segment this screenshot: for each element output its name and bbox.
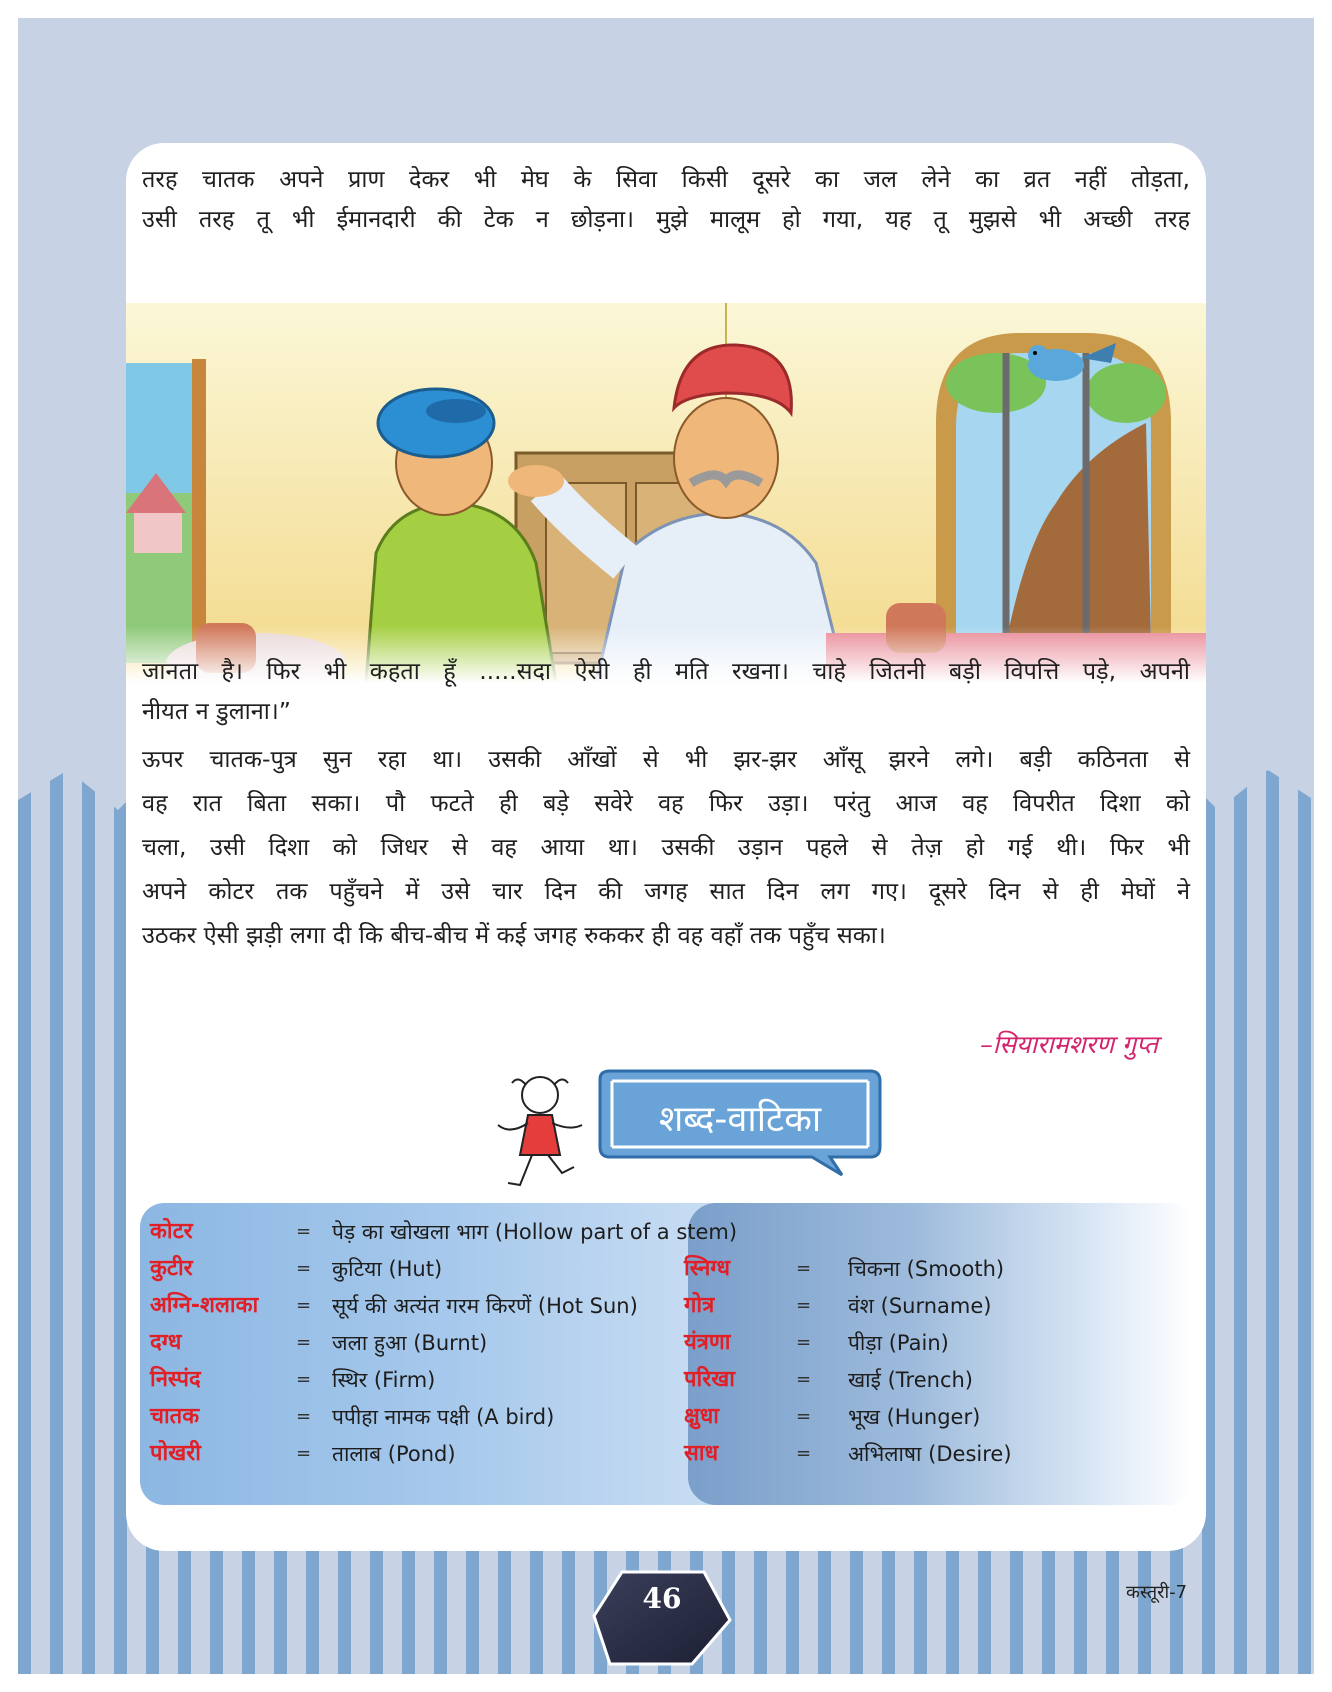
vocab-equals: = xyxy=(296,1221,312,1242)
paragraph-line: अपने कोटर तक पहुँचने में उसे चार दिन की जगह सात दिन लग गए। दूसरे दिन से ही मेघों ने xyxy=(142,877,1190,905)
vocab-row xyxy=(150,1435,670,1473)
vocab-equals: = xyxy=(296,1406,312,1427)
vocab-row xyxy=(150,1324,670,1362)
paragraph-line: नीयत न डुलाना।” xyxy=(142,697,291,725)
vocab-row xyxy=(684,1250,1192,1288)
illustration-scene xyxy=(126,303,1206,683)
paragraph-line: तरह चातक अपने प्राण देकर भी मेघ के सिवा किसी दूसरे का जल लेने का व्रत नहीं तोड़ता, xyxy=(142,165,1190,193)
vocab-row xyxy=(150,1250,670,1288)
vocab-equals: = xyxy=(796,1406,812,1427)
section-badge xyxy=(490,1055,910,1195)
paragraph-line: वह रात बिता सका। पौ फटते ही बड़े सवेरे वह फिर उड़ा। परंतु आज वह विपरीत दिशा को xyxy=(142,789,1190,817)
vocab-term: साध xyxy=(684,1441,719,1466)
vocab-meaning: अभिलाषा (Desire) xyxy=(848,1442,1012,1466)
section-title: शब्द-वाटिका xyxy=(658,1099,822,1140)
vocab-term: क्षुधा xyxy=(684,1404,720,1429)
vocab-meaning: सूर्य की अत्यंत गरम किरणें (Hot Sun) xyxy=(332,1294,638,1318)
vocab-term: गोत्र xyxy=(684,1293,715,1318)
vocab-meaning: स्थिर (Firm) xyxy=(332,1368,436,1392)
book-title: कस्तूरी-7 xyxy=(1126,1582,1188,1603)
author-credit: –सियारामशरण गुप्त xyxy=(980,1030,1158,1059)
vocab-row xyxy=(684,1435,1192,1473)
vocab-term: पोखरी xyxy=(150,1441,201,1466)
vocab-meaning: कुटिया (Hut) xyxy=(332,1257,443,1281)
vocab-row xyxy=(684,1398,1192,1436)
vocab-equals: = xyxy=(796,1369,812,1390)
vocabulary-box xyxy=(140,1203,1192,1505)
paragraph-line: उठकर ऐसी झड़ी लगा दी कि बीच-बीच में कई जगह रुककर ही वह वहाँ तक पहुँच सका। xyxy=(142,921,886,949)
vocab-meaning: भूख (Hunger) xyxy=(848,1405,981,1429)
vocab-equals: = xyxy=(296,1295,312,1316)
vocab-term: कोटर xyxy=(150,1219,193,1244)
vocab-equals: = xyxy=(296,1258,312,1279)
vocab-term: कुटीर xyxy=(150,1256,193,1281)
vocab-meaning: पपीहा नामक पक्षी (A bird) xyxy=(332,1405,555,1429)
vocab-row xyxy=(150,1287,670,1325)
vocab-meaning: तालाब (Pond) xyxy=(332,1442,456,1466)
vocab-term: परिखा xyxy=(684,1367,735,1392)
vocab-term: दग्ध xyxy=(150,1330,182,1355)
vocab-equals: = xyxy=(796,1332,812,1353)
vocab-meaning: वंश (Surname) xyxy=(848,1294,992,1318)
vocab-equals: = xyxy=(796,1295,812,1316)
vocab-meaning: जला हुआ (Burnt) xyxy=(332,1331,488,1355)
vocab-equals: = xyxy=(296,1332,312,1353)
paragraph-line: चला, उसी दिशा को जिधर से वह आया था। उसकी उड़ान पहले से तेज़ हो गई थी। फिर भी xyxy=(142,833,1190,861)
vocab-row xyxy=(684,1324,1192,1362)
page-number-badge xyxy=(592,1568,732,1668)
vocab-row xyxy=(150,1398,670,1436)
vocab-equals: = xyxy=(296,1443,312,1464)
vocab-meaning: खाई (Trench) xyxy=(848,1368,973,1392)
vocab-term: निस्पंद xyxy=(150,1367,201,1392)
vocab-equals: = xyxy=(296,1369,312,1390)
vocab-row xyxy=(150,1361,670,1399)
vocab-meaning: चिकना (Smooth) xyxy=(848,1257,1005,1281)
vocab-equals: = xyxy=(796,1443,812,1464)
vocab-row xyxy=(684,1361,1192,1399)
paragraph-line: जानता है। फिर भी कहता हूँ .....सदा ऐसी ही मति रखना। चाहे जितनी बड़ी विपत्ति पड़े, अपनी xyxy=(142,657,1190,685)
paragraph-line: उसी तरह तू भी ईमानदारी की टेक न छोड़ना। मुझे मालूम हो गया, यह तू मुझसे भी अच्छी तरह xyxy=(142,205,1190,233)
vocab-meaning: पेड़ का खोखला भाग (Hollow part of a stem) xyxy=(332,1220,738,1244)
page-number: 46 xyxy=(642,1582,682,1615)
vocab-term: चातक xyxy=(150,1404,200,1429)
paragraph-line: ऊपर चातक-पुत्र सुन रहा था। उसकी आँखों से भी झर-झर आँसू झरने लगे। बड़ी कठिनता से xyxy=(142,745,1190,773)
vocab-row xyxy=(684,1287,1192,1325)
vocab-term: अग्नि-शलाका xyxy=(150,1293,259,1318)
vocab-equals: = xyxy=(796,1258,812,1279)
story-illustration xyxy=(126,303,1206,683)
vocab-term: यंत्रणा xyxy=(684,1330,731,1355)
vocab-meaning: पीड़ा (Pain) xyxy=(848,1331,949,1355)
vocab-row xyxy=(150,1213,738,1251)
vocab-term: स्निग्ध xyxy=(684,1256,731,1281)
content-card xyxy=(126,143,1206,1551)
